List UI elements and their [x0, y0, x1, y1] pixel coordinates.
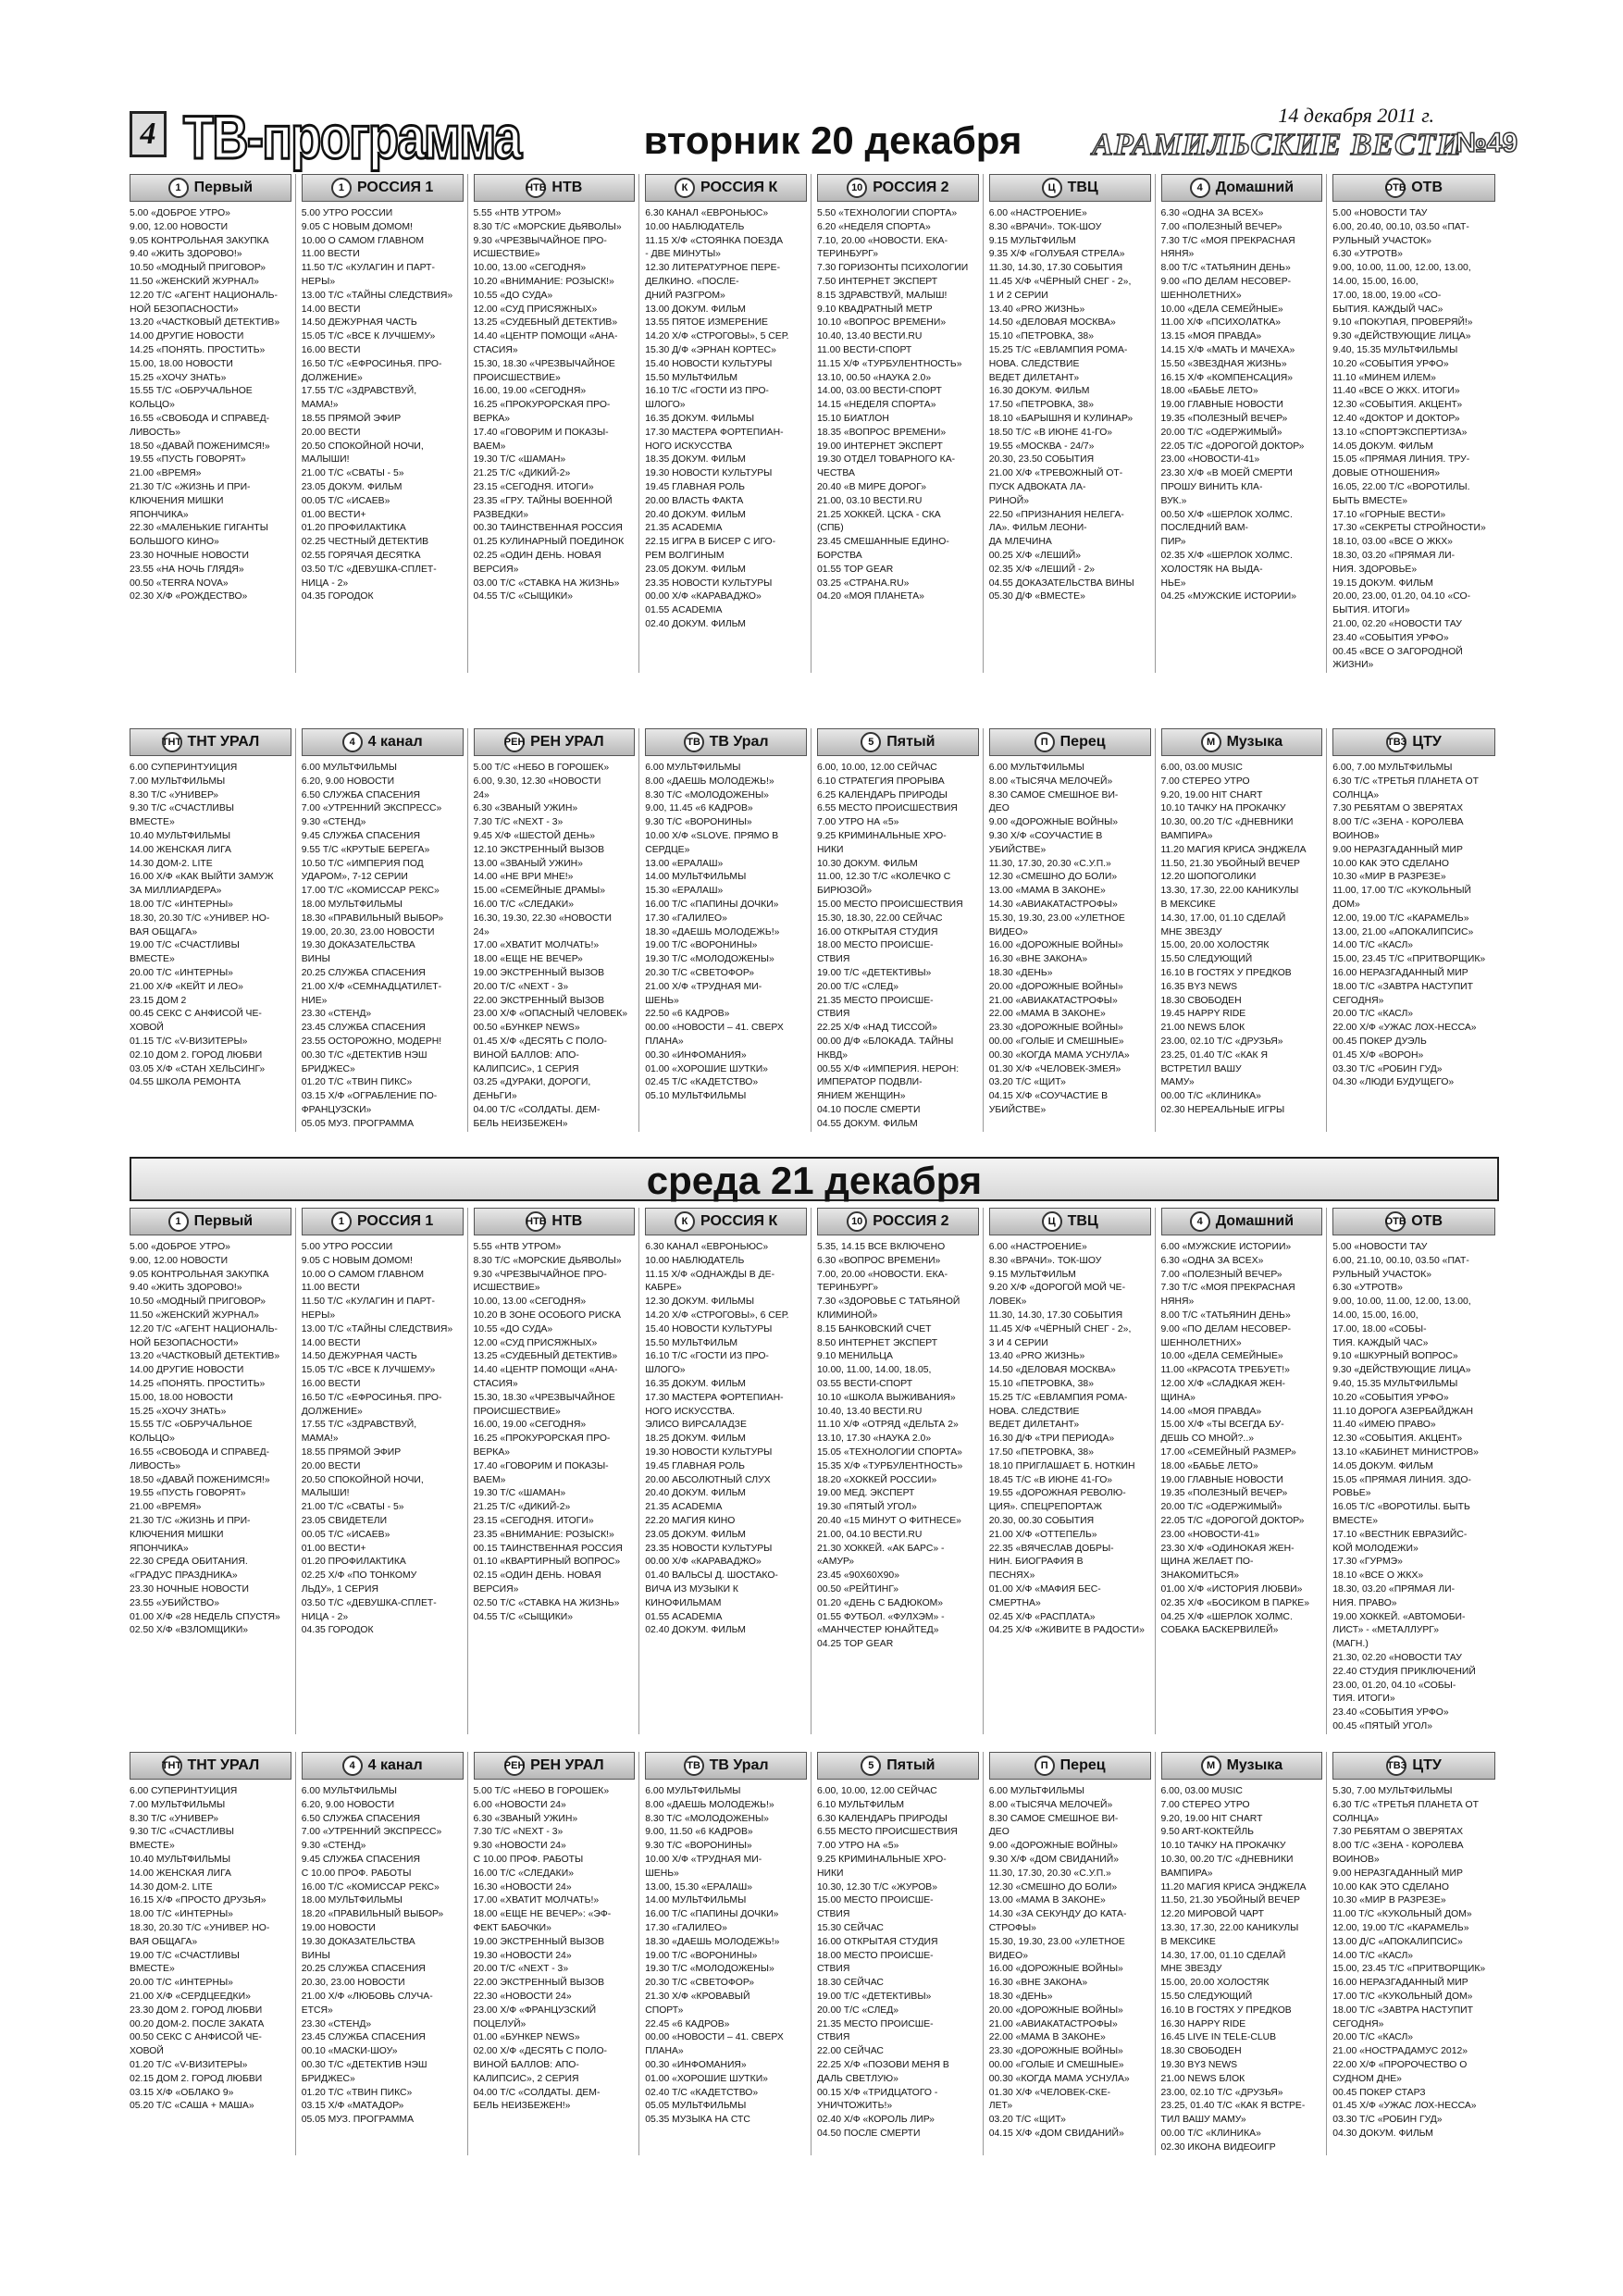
channel-header [474, 728, 636, 756]
channel-header [474, 174, 636, 202]
channel-name: Музыка [1226, 734, 1283, 750]
channel-name: ТВЦ [1067, 1213, 1098, 1229]
programme-list: 5.55 «НТВ УТРОМ» 8.30 Т/С «МОРСКИЕ ДЬЯВОЛЫ» 9.30 «ЧРЕЗВЫЧАЙНОЕ ПРО- ИСШЕСТВИЕ» 10.00, 13.00 «СЕГОДНЯ» 10.20 «ВНИМАНИЕ: РОЗЫСК!» 10.55 «ДО СУДА» 12.00 «СУД ПРИСЯЖНЫХ» 13.25 «СУДЕБНЫЙ ДЕТЕКТИВ» 14.40 «ЦЕНТР ПОМОЩИ «АНА- СТАСИЯ» 15.30, 18.30 «ЧРЕЗВЫЧАЙНОЕ ПРОИСШЕСТВИЕ» 16.00, 19.00 «СЕГОДНЯ» 16.25 «ПРОКУРОРСКАЯ ПРО- ВЕРКА» 17.40 «ГОВОРИМ И ПОКАЗЫ- ВАЕМ» 19.30 Т/С «ШАМАН» 21.25 Т/С «ДИКИЙ-2» 23.15 «СЕГОДНЯ. ИТОГИ» 23.35 «ГРУ. ТАЙНЫ ВОЕННОЙ РАЗВЕДКИ» 00.30 ТАИНСТВЕННАЯ РОССИЯ 01.25 КУЛИНАРНЫЙ ПОЕДИНОК 02.25 «ОДИН ДЕНЬ. НОВАЯ ВЕРСИЯ» 03.00 Т/С «СТАВКА НА ЖИЗНЬ» 04.55 Т/С «СЫЩИКИ» [473, 208, 625, 602]
programme-list: 6.00 «НАСТРОЕНИЕ» 8.30 «ВРАЧИ». ТОК-ШОУ 9.15 МУЛЬТФИЛЬМ 9.35 Х/Ф «ГОЛУБАЯ СТРЕЛА» 11.30, 14.30, 17.30 СОБЫТИЯ 11.45 Х/Ф «ЧЁРНЫЙ СНЕГ - 2», 1 И 2 СЕРИИ 13.40 «PRO ЖИЗНЬ» 14.50 «ДЕЛОВАЯ МОСКВА» 15.10 «ПЕТРОВКА, 38» 15.25 Т/С «ЕВЛАМПИЯ РОМА- НОВА. СЛЕДСТВИЕ ВЕДЕТ ДИЛЕТАНТ» 16.30 ДОКУМ. ФИЛЬМ 17.50 «ПЕТРОВКА, 38» 18.10 «БАРЫШНЯ И КУЛИНАР» 18.50 Т/С «В ИЮНЕ 41-ГО» 19.55 «МОСКВА - 24/7» 20.30, 23.50 СОБЫТИЯ 21.00 Х/Ф «ТРЕВОЖНЫЙ ОТ- ПУСК АДВОКАТА ЛА- РИНОЙ» 22.50 «ПРИЗНАНИЯ НЕЛЕГА- ЛА». ФИЛЬМ ЛЕОНИ- ДА МЛЕЧИНА 00.25 Х/Ф «ЛЕШИЙ» 02.35 Х/Ф «ЛЕШИЙ - 2» 04.55 ДОКАЗАТЕЛЬСТВА ВИНЫ 05.30 Д/Ф «ВМЕСТЕ» [988, 208, 1134, 602]
channel-header [1332, 1208, 1495, 1235]
channel-header [989, 1208, 1151, 1235]
channel-header [130, 1208, 291, 1235]
channel-column [645, 174, 812, 673]
channel-name: РОССИЯ 2 [873, 1213, 949, 1229]
channel-name: ТВ Урал [709, 1757, 769, 1773]
channel-column [130, 1752, 296, 2155]
channel-logo-icon: 5 [861, 1756, 881, 1776]
channel-logo-icon: ТВ3 [1386, 1756, 1406, 1776]
channel-column [645, 1208, 812, 1734]
channel-name: НТВ [551, 180, 583, 195]
channel-logo-icon: ТНТ [162, 1756, 182, 1776]
page-number: 4 [130, 111, 167, 157]
channel-column [1332, 728, 1499, 1132]
channel-header [130, 728, 291, 756]
channel-name: РОССИЯ 1 [356, 180, 434, 195]
channel-name: Перец [1059, 734, 1106, 750]
channel-logo-icon: 1 [168, 1211, 189, 1232]
programme-list: 6.00 МУЛЬТФИЛЬМЫ 8.00 «ДАЕШЬ МОЛОДЕЖЬ!» 8.30 Т/С «МОЛОДОЖЕНЫ» 9.00, 11.45 «6 КАДРОВ» 9.30 Т/С «ВОРОНИНЫ» 10.00 Х/Ф «SLOVE. ПРЯМО В СЕРДЦЕ» 13.00 «ЕРАЛАШ» 14.00 МУЛЬТФИЛЬМЫ 15.30 «ЕРАЛАШ» 16.00 Т/С «ПАПИНЫ ДОЧКИ» 17.30 «ГАЛИЛЕО» 18.30 «ДАЕШЬ МОЛОДЕЖЬ!» 19.00 Т/С «ВОРОНИНЫ» 19.30 Т/С «МОЛОДОЖЕНЫ» 20.30 Т/С «СВЕТОФОР» 21.00 Х/Ф «ТРУДНАЯ МИ- ШЕНЬ» 22.50 «6 КАДРОВ» 00.00 «НОВОСТИ – 41. СВЕРХ ПЛАНА» 00.30 «ИНФОМАНИЯ» 01.00 «ХОРОШИЕ ШУТКИ» 02.45 Т/С «КАДЕТСТВО» 05.10 МУЛЬТФИЛЬМЫ [645, 763, 784, 1102]
channel-name: Музыка [1226, 1757, 1283, 1773]
channel-column [1161, 174, 1328, 673]
channel-header [302, 728, 464, 756]
channel-logo-icon: 4 [1190, 178, 1210, 198]
channel-name: Первый [193, 180, 254, 195]
programme-list: 6.00 «НАСТРОЕНИЕ» 8.30 «ВРАЧИ». ТОК-ШОУ 9.15 МУЛЬТФИЛЬМ 9.20 Х/Ф «ДОРОГОЙ МОЙ ЧЕ- ЛОВЕК» 11.30, 14.30, 17.30 СОБЫТИЯ 11.45 Х/Ф «ЧЁРНЫЙ СНЕГ - 2», 3 И 4 СЕРИИ 13.40 «PRO ЖИЗНЬ» 14.50 «ДЕЛОВАЯ МОСКВА» 15.10 «ПЕТРОВКА, 38» 15.25 Т/С «ЕВЛАМПИЯ РОМА- НОВА. СЛЕДСТВИЕ ВЕДЕТ ДИЛЕТАНТ» 16.30 Д/Ф «ТРИ ПЕРИОДА» 17.50 «ПЕТРОВКА, 38» 18.10 ПРИГЛАШАЕТ Б. НОТКИН 18.45 Т/С «В ИЮНЕ 41-ГО» 19.55 «ДОРОЖНАЯ РЕВОЛЮ- ЦИЯ». СПЕЦРЕПОРТАЖ 20.30, 00.30 СОБЫТИЯ 21.00 Х/Ф «ОТТЕПЕЛЬ» 22.35 «ВЯЧЕСЛАВ ДОБРЫ- НИН. БИОГРАФИЯ В ПЕСНЯХ» 01.00 Х/Ф «МАФИЯ БЕС- СМЕРТНА» 02.45 Х/Ф «РАСПЛАТА» 04.25 Х/Ф «ЖИВИТЕ В РАДОСТИ» [988, 1242, 1145, 1636]
programme-list: 6.00 МУЛЬТФИЛЬМЫ 6.20, 9.00 НОВОСТИ 6.50 СЛУЖБА СПАСЕНИЯ 7.00 «УТРЕННИЙ ЭКСПРЕСС» 9.30 «СТЕНД» 9.45 СЛУЖБА СПАСЕНИЯ 9.55 Т/С «КРУТЫЕ БЕРЕГА» 10.50 Т/С «ИМПЕРИЯ ПОД УДАРОМ», 7-12 СЕРИИ 17.00 Т/С «КОМИССАР РЕКС» 18.00 МУЛЬТФИЛЬМЫ 18.30 «ПРАВИЛЬНЫЙ ВЫБОР» 19.00, 20.30, 23.00 НОВОСТИ 19.30 ДОКАЗАТЕЛЬСТВА ВИНЫ 20.25 СЛУЖБА СПАСЕНИЯ 21.00 Х/Ф «СЕМНАДЦАТИЛЕТ- НИЕ» 23.30 «СТЕНД» 23.45 СЛУЖБА СПАСЕНИЯ 23.55 ОСТОРОЖНО, МОДЕРН! 00.30 Т/С «ДЕТЕКТИВ НЭШ БРИДЖЕС» 01.20 Т/С «ТВИН ПИКС» 03.15 Х/Ф «ОГРАБЛЕНИЕ ПО- ФРАНЦУЗСКИ» 05.05 МУЗ. ПРОГРАММА [301, 763, 444, 1129]
programme-list: 6.00 «МУЖСКИЕ ИСТОРИИ» 6.30 «ОДНА ЗА ВСЕХ» 7.00 «ПОЛЕЗНЫЙ ВЕЧЕР» 7.30 Т/С «МОЯ ПРЕКРАСНАЯ НЯНЯ» 8.00 Т/С «ТАТЬЯНИН ДЕНЬ» 9.00 «ПО ДЕЛАМ НЕСОВЕР- ШЕННОЛЕТНИХ» 10.00 «ДЕЛА СЕМЕЙНЫЕ» 11.00 «КРАСОТА ТРЕБУЕТ!» 12.00 Х/Ф «СЛАДКАЯ ЖЕН- ЩИНА» 14.00 «МОЯ ПРАВДА» 15.00 Х/Ф «ТЫ ВСЕГДА БУ- ДЕШЬ СО МНОЙ?..» 17.00 «СЕМЕЙНЫЙ РАЗМЕР» 18.00 «БАБЬЕ ЛЕТО» 19.00 ГЛАВНЫЕ НОВОСТИ 19.35 «ПОЛЕЗНЫЙ ВЕЧЕР» 20.00 Т/С «ОДЕРЖИМЫЙ» 22.05 Т/С «ДОРОГОЙ ДОКТОР» 23.00 «НОВОСТИ-41» 23.30 Х/Ф «ОДИНОКАЯ ЖЕН- ЩИНА ЖЕЛАЕТ ПО- ЗНАКОМИТЬСЯ» 01.00 Х/Ф «ИСТОРИЯ ЛЮБВИ» 02.35 Х/Ф «БОСИКОМ В ПАРКЕ» 04.25 Х/Ф «ШЕРЛОК ХОЛМС. СОБАКА БАСКЕРВИЛЕЙ» [1160, 1242, 1309, 1636]
section-title: ТВ-программа [183, 103, 521, 171]
channel-column [817, 174, 984, 673]
channel-header [474, 1208, 636, 1235]
channel-logo-icon: 4 [1190, 1211, 1210, 1232]
channel-column [1161, 1752, 1328, 2155]
channel-name: Домашний [1215, 1213, 1295, 1229]
programme-list: 5.00 Т/С «НЕБО В ГОРОШЕК» 6.00 «НОВОСТИ 24» 6.30 «ЗВАНЫЙ УЖИН» 7.30 Т/С «NEXT - 3» 9.30 «НОВОСТИ 24» С 10.00 ПРОФ. РАБОТЫ 16.00 Т/С «СЛЕДАКИ» 16.30 «НОВОСТИ 24» 17.00 «ХВАТИТ МОЛЧАТЬ!» 18.00 «ЕЩЕ НЕ ВЕЧЕР»: «ЭФ- ФЕКТ БАБОЧКИ» 19.00 ЭКСТРЕННЫЙ ВЫЗОВ 19.30 «НОВОСТИ 24» 20.00 Т/С «NEXT - 3» 22.00 ЭКСТРЕННЫЙ ВЫЗОВ 22.30 «НОВОСТИ 24» 23.00 Х/Ф «ФРАНЦУЗСКИЙ ПОЦЕЛУЙ» 01.00 «БУНКЕР NEWS» 02.00 Х/Ф «ДЕСЯТЬ С ПОЛО- ВИНОЙ БАЛЛОВ: АПО- КАЛИПСИС», 2 СЕРИЯ 04.00 Т/С «СОЛДАТЫ. ДЕМ- БЕЛЬ НЕИЗБЕЖЕН!» [473, 1786, 612, 2112]
channel-name: 4 канал [367, 1757, 423, 1773]
channel-name: ТНТ УРАЛ [187, 1757, 260, 1773]
channel-column [989, 1208, 1156, 1734]
channel-logo-icon: 4 [342, 1756, 363, 1776]
channel-header [817, 1208, 979, 1235]
channel-header [989, 174, 1151, 202]
channel-column [130, 174, 296, 673]
programme-list: 5.30, 7.00 МУЛЬТФИЛЬМЫ 6.30 Т/С «ТРЕТЬЯ ПЛАНЕТА ОТ СОЛНЦА» 7.30 РЕБЯТАМ О ЗВЕРЯТАХ 8.00 Т/С «ЗЕНА - КОРОЛЕВА ВОИНОВ» 9.00 НЕРАЗГАДАННЫЙ МИР 10.00 КАК ЭТО СДЕЛАНО 10.30 «МИР В РАЗРЕЗЕ» 11.00 Т/С «КУКОЛЬНЫЙ ДОМ» 12.00, 19.00 Т/С «КАРАМЕЛЬ» 13.00 Д/С «АПОКАЛИПСИС» 14.00 Т/С «КАСЛ» 15.00, 23.45 Т/С «ПРИТВОРЩИК» 16.00 НЕРАЗГАДАННЫЙ МИР 17.00 Т/С «КУКОЛЬНЫЙ ДОМ» 18.00 Т/С «ЗАВТРА НАСТУПИТ СЕГОДНЯ» 20.00 Т/С «КАСЛ» 21.00 «НОСТРАДАМУС 2012» 22.00 Х/Ф «ПРОРОЧЕСТВО О СУДНОМ ДНЕ» 00.45 ПОКЕР СТАРЗ 01.45 Х/Ф «УЖАС ЛОХ-НЕССА» 03.30 Т/С «РОБИН ГУД» 04.30 ДОКУМ. ФИЛЬМ [1332, 1786, 1486, 2139]
channel-column [1332, 1208, 1499, 1734]
channel-header [1332, 728, 1495, 756]
channel-header [817, 1752, 979, 1780]
channel-logo-icon: ТВ3 [1386, 732, 1406, 752]
channel-name: ОТВ [1411, 1213, 1443, 1229]
channel-logo-icon: К [675, 178, 695, 198]
channel-header [474, 1752, 636, 1780]
channel-column [302, 1752, 468, 2155]
programme-list: 6.00, 7.00 МУЛЬТФИЛЬМЫ 6.30 Т/С «ТРЕТЬЯ ПЛАНЕТА ОТ СОЛНЦА» 7.30 РЕБЯТАМ О ЗВЕРЯТАХ 8.00 Т/С «ЗЕНА - КОРОЛЕВА ВОИНОВ» 9.00 НЕРАЗГАДАННЫЙ МИР 10.00 КАК ЭТО СДЕЛАНО 10.30 «МИР В РАЗРЕЗЕ» 11.00, 17.00 Т/С «КУКОЛЬНЫЙ ДОМ» 12.00, 19.00 Т/С «КАРАМЕЛЬ» 13.00, 21.00 «АПОКАЛИПСИС» 14.00 Т/С «КАСЛ» 15.00, 23.45 Т/С «ПРИТВОРЩИК» 16.00 НЕРАЗГАДАННЫЙ МИР 18.00 Т/С «ЗАВТРА НАСТУПИТ СЕГОДНЯ» 20.00 Т/С «КАСЛ» 22.00 Х/Ф «УЖАС ЛОХ-НЕССА» 00.45 ПОКЕР ДУЭЛЬ 01.45 Х/Ф «ВОРОН» 03.30 Т/С «РОБИН ГУД» 04.30 «ЛЮДИ БУДУЩЕГО» [1332, 763, 1486, 1088]
schedule-grid-wednesday-main [130, 1208, 1499, 1734]
programme-list: 6.30 КАНАЛ «ЕВРОНЬЮС» 10.00 НАБЛЮДАТЕЛЬ 11.15 Х/Ф «СТОЯНКА ПОЕЗДА - ДВЕ МИНУТЫ» 12.30 ЛИТЕРАТУРНОЕ ПЕРЕ- ДЕЛКИНО. «ПОСЛЕ- ДНИЙ РАЗГРОМ» 13.00 ДОКУМ. ФИЛЬМ 13.55 ПЯТОЕ ИЗМЕРЕНИЕ 14.20 Х/Ф «СТРОГОВЫ», 5 СЕР. 15.30 Д/Ф «ЭРНАН КОРТЕС» 15.40 НОВОСТИ КУЛЬТУРЫ 15.50 МУЛЬТФИЛЬМ 16.10 Т/С «ГОСТИ ИЗ ПРО- ШЛОГО» 16.35 ДОКУМ. ФИЛЬМЫ 17.30 МАСТЕРА ФОРТЕПИАН- НОГО ИСКУССТВА 18.35 ДОКУМ. ФИЛЬМ 19.30 НОВОСТИ КУЛЬТУРЫ 19.45 ГЛАВНАЯ РОЛЬ 20.00 ВЛАСТЬ ФАКТА 20.40 ДОКУМ. ФИЛЬМ 21.35 ACADEMIA 22.15 ИГРА В БИСЕР С ИГО- РЕМ ВОЛГИНЫМ 23.05 ДОКУМ. ФИЛЬМ 23.35 НОВОСТИ КУЛЬТУРЫ 00.00 Х/Ф «КАРАВАДЖО» 01.55 ACADEMIA 02.40 ДОКУМ. ФИЛЬМ [645, 208, 789, 629]
programme-list: 6.00, 10.00, 12.00 СЕЙЧАС 6.10 МУЛЬТФИЛЬМ 6.30 КАЛЕНДАРЬ ПРИРОДЫ 6.55 МЕСТО ПРОИСШЕСТВИЯ 7.00 УТРО НА «5» 9.25 КРИМИНАЛЬНЫЕ ХРО- НИКИ 10.30, 12.30 Т/С «ЖУРОВ» 15.00 МЕСТО ПРОИСШЕ- СТВИЯ 15.30 СЕЙЧАС 16.00 ОТКРЫТАЯ СТУДИЯ 18.00 МЕСТО ПРОИСШЕ- СТВИЯ 18.30 СЕЙЧАС 19.00 Т/С «ДЕТЕКТИВЫ» 20.00 Т/С «СЛЕД» 21.35 МЕСТО ПРОИСШЕ- СТВИЯ 22.00 СЕЙЧАС 22.25 Х/Ф «ПОЗОВИ МЕНЯ В ДАЛЬ СВЕТЛУЮ» 00.15 Х/Ф «ТРИДЦАТОГО - УНИЧТОЖИТЬ!» 02.40 Х/Ф «КОРОЛЬ ЛИР» 04.50 ПОСЛЕ СМЕРТИ [817, 1786, 958, 2139]
channel-name: Домашний [1215, 180, 1295, 195]
channel-name: РОССИЯ К [700, 1213, 778, 1229]
channel-name: Пятый [886, 1757, 935, 1773]
channel-logo-icon: ОТВ [1385, 178, 1406, 198]
issue-number: №49 [1456, 128, 1518, 158]
programme-list: 5.35, 14.15 ВСЕ ВКЛЮЧЕНО 6.30 «ВОПРОС ВРЕМЕНИ» 7.00, 20.00 «НОВОСТИ. ЕКА- ТЕРИНБУРГ» 7.30 «ЗДОРОВЬЕ С ТАТЬЯНОЙ КЛИМИНОЙ» 8.15 БАНКОВСКИЙ СЧЕТ 8.50 ИНТЕРНЕТ ЭКСПЕРТ 9.10 МЕНИЛЬЦА 10.00, 11.00, 14.00, 18.05, 03.55 ВЕСТИ-СПОРТ 10.10 «ШКОЛА ВЫЖИВАНИЯ» 10.40, 13.40 ВЕСТИ.RU 11.10 Х/Ф «ОТРЯД «ДЕЛЬТА 2» 13.10, 17.30 «НАУКА 2.0» 15.05 «ТЕХНОЛОГИИ СПОРТА» 15.35 Х/Ф «ТУРБУЛЕНТНОСТЬ» 18.20 «ХОККЕЙ РОССИИ» 19.00 МЕД. ЭКСПЕРТ 19.30 «ПЯТЫЙ УГОЛ» 20.40 «15 МИНУТ О ФИТНЕСЕ» 21.00, 04.10 ВЕСТИ.RU 21.30 ХОККЕЙ. «АК БАРС» - «АМУР» 23.45 «90Х60Х90» 00.50 «РЕЙТИНГ» 01.20 «ДЕНЬ С БАДЮКОМ» 01.55 ФУТБОЛ. «ФУЛХЭМ» - «МАНЧЕСТЕР ЮНАЙТЕД» 04.25 TOP GEAR [817, 1242, 963, 1650]
channel-header [645, 1208, 807, 1235]
channel-logo-icon: П [1035, 732, 1055, 752]
channel-logo-icon: ОТВ [1385, 1211, 1406, 1232]
channel-logo-icon: М [1201, 732, 1221, 752]
channel-name: Перец [1059, 1757, 1106, 1773]
channel-name: ЦТУ [1412, 734, 1442, 750]
channel-logo-icon: ТВ [684, 1756, 704, 1776]
channel-logo-icon: Ц [1042, 178, 1062, 198]
programme-list: 6.00, 03.00 MUSIC 7.00 СТЕРЕО УТРО 9.20, 19.00 HIT CHART 10.10 ТАЧКУ НА ПРОКАЧКУ 10.30, 00.20 Т/С «ДНЕВНИКИ ВАМПИРА» 11.20 МАГИЯ КРИСА ЭНДЖЕЛА 11.50, 21.30 УБОЙНЫЙ ВЕЧЕР 12.20 ШОПОГОЛИКИ 13.30, 17.30, 22.00 КАНИКУЛЫ В МЕКСИКЕ 14.30, 17.00, 01.10 СДЕЛАЙ МНЕ ЗВЕЗДУ 15.00, 20.00 ХОЛОСТЯК 15.50 СЛЕДУЮЩИЙ 16.10 В ГОСТЯХ У ПРЕДКОВ 16.35 BY3 NEWS 18.30 СВОБОДЕН 19.45 HAPPY RIDE 21.00 NEWS БЛОК 23.00, 02.10 Т/С «ДРУЗЬЯ» 23.25, 01.40 Т/С «КАК Я ВСТРЕТИЛ ВАШУ МАМУ» 00.00 Т/С «КЛИНИКА» 02.30 НЕРЕАЛЬНЫЕ ИГРЫ [1160, 763, 1307, 1115]
programme-list: 5.00 Т/С «НЕБО В ГОРОШЕК» 6.00, 9.30, 12.30 «НОВОСТИ 24» 6.30 «ЗВАНЫЙ УЖИН» 7.30 Т/С «NEXT - 3» 9.45 Х/Ф «ШЕСТОЙ ДЕНЬ» 12.10 ЭКСТРЕННЫЙ ВЫЗОВ 13.00 «ЗВАНЫЙ УЖИН» 14.00 «НЕ ВРИ МНЕ!» 15.00 «СЕМЕЙНЫЕ ДРАМЫ» 16.00 Т/С «СЛЕДАКИ» 16.30, 19.30, 22.30 «НОВОСТИ 24» 17.00 «ХВАТИТ МОЛЧАТЬ!» 18.00 «ЕЩЕ НЕ ВЕЧЕР» 19.00 ЭКСТРЕННЫЙ ВЫЗОВ 20.00 Т/С «NEXT - 3» 22.00 ЭКСТРЕННЫЙ ВЫЗОВ 23.00 Х/Ф «ОПАСНЫЙ ЧЕЛОВЕК» 00.50 «БУНКЕР NEWS» 01.45 Х/Ф «ДЕСЯТЬ С ПОЛО- ВИНОЙ БАЛЛОВ: АПО- КАЛИПСИС», 1 СЕРИЯ 03.25 «ДУРАКИ, ДОРОГИ, ДЕНЬГИ» 04.00 Т/С «СОЛДАТЫ. ДЕМ- БЕЛЬ НЕИЗБЕЖЕН» [473, 763, 628, 1129]
channel-column [474, 728, 640, 1132]
channel-logo-icon: РЕН [504, 732, 525, 752]
programme-list: 6.00 МУЛЬТФИЛЬМЫ 8.00 «ТЫСЯЧА МЕЛОЧЕЙ» 8.30 САМОЕ СМЕШНОЕ ВИ- ДЕО 9.00 «ДОРОЖНЫЕ ВОЙНЫ» 9.30 Х/Ф «СОУЧАСТИЕ В УБИЙСТВЕ» 11.30, 17.30, 20.30 «С.У.П.» 12.30 «СМЕШНО ДО БОЛИ» 13.00 «МАМА В ЗАКОНЕ» 14.30 «АВИАКАТАСТРОФЫ» 15.30, 19.30, 23.00 «УЛЕТНОЕ ВИДЕО» 16.00 «ДОРОЖНЫЕ ВОЙНЫ» 16.30 «ВНЕ ЗАКОНА» 18.30 «ДЕНЬ» 20.00 «ДОРОЖНЫЕ ВОЙНЫ» 21.00 «АВИАКАТАСТРОФЫ» 22.00 «МАМА В ЗАКОНЕ» 23.30 «ДОРОЖНЫЕ ВОЙНЫ» 00.00 «ГОЛЫЕ И СМЕШНЫЕ» 00.30 «КОГДА МАМА УСНУЛА» 01.30 Х/Ф «ЧЕЛОВЕК-ЗМЕЯ» 03.20 Т/С «ЩИТ» 04.15 Х/Ф «СОУЧАСТИЕ В УБИЙСТВЕ» [988, 763, 1130, 1115]
programme-list: 5.50 «ТЕХНОЛОГИИ СПОРТА» 6.20 «НЕДЕЛЯ СПОРТА» 7.10, 20.00 «НОВОСТИ. ЕКА- ТЕРИНБУРГ» 7.30 ГОРИЗОНТЫ ПСИХОЛОГИИ 7.50 ИНТЕРНЕТ ЭКСПЕРТ 8.15 ЗДРАВСТВУЙ, МАЛЫШ! 9.10 КВАДРАТНЫЙ МЕТР 10.10 «ВОПРОС ВРЕМЕНИ» 10.40, 13.40 ВЕСТИ.RU 11.00 ВЕСТИ-СПОРТ 11.15 Х/Ф «ТУРБУЛЕНТНОСТЬ» 13.10, 00.50 «НАУКА 2.0» 14.00, 03.00 ВЕСТИ-СПОРТ 14.15 «НЕДЕЛЯ СПОРТА» 15.10 БИАТЛОН 18.35 «ВОПРОС ВРЕМЕНИ» 19.00 ИНТЕРНЕТ ЭКСПЕРТ 19.30 ОТДЕЛ ТОВАРНОГО КА- ЧЕСТВА 20.40 «В МИРЕ ДОРОГ» 21.00, 03.10 ВЕСТИ.RU 21.25 ХОККЕЙ. ЦСКА - СКА (СПБ) 23.45 СМЕШАННЫЕ ЕДИНО- БОРСТВА 01.55 TOP GEAR 03.25 «СТРАНА.RU» 04.20 «МОЯ ПЛАНЕТА» [817, 208, 969, 602]
channel-name: РОССИЯ К [700, 180, 778, 195]
channel-name: РЕН УРАЛ [530, 734, 604, 750]
channel-column [817, 728, 984, 1132]
channel-header [1332, 174, 1495, 202]
channel-column [1332, 174, 1499, 673]
channel-column [1332, 1752, 1499, 2155]
channel-column [817, 1752, 984, 2155]
channel-logo-icon: 10 [847, 1211, 867, 1232]
channel-logo-icon: Ц [1042, 1211, 1062, 1232]
channel-header [645, 1752, 807, 1780]
channel-name: НТВ [551, 1213, 583, 1229]
channel-logo-icon: К [675, 1211, 695, 1232]
channel-column [302, 1208, 468, 1734]
channel-header [302, 174, 464, 202]
programme-list: 6.00, 10.00, 12.00 СЕЙЧАС 6.10 СТРАТЕГИЯ ПРОРЫВА 6.25 КАЛЕНДАРЬ ПРИРОДЫ 6.55 МЕСТО ПРОИСШЕСТВИЯ 7.00 УТРО НА «5» 9.25 КРИМИНАЛЬНЫЕ ХРО- НИКИ 10.30 ДОКУМ. ФИЛЬМ 11.00, 12.30 Т/С «КОЛЕЧКО С БИРЮЗОЙ» 15.00 МЕСТО ПРОИСШЕСТВИЯ 15.30, 18.30, 22.00 СЕЙЧАС 16.00 ОТКРЫТАЯ СТУДИЯ 18.00 МЕСТО ПРОИСШЕ- СТВИЯ 19.00 Т/С «ДЕТЕКТИВЫ» 20.00 Т/С «СЛЕД» 21.35 МЕСТО ПРОИСШЕ- СТВИЯ 22.25 Х/Ф «НАД ТИССОЙ» 00.00 Д/Ф «БЛОКАДА. ТАЙНЫ НКВД» 00.55 Х/Ф «ИМПЕРИЯ. НЕРОН: ИМПЕРАТОР ПОДВЛИ- ЯНИЕМ ЖЕНЩИН» 04.10 ПОСЛЕ СМЕРТИ 04.55 ДОКУМ. ФИЛЬМ [817, 763, 963, 1129]
channel-column [1161, 728, 1328, 1132]
channel-logo-icon: 4 [342, 732, 363, 752]
programme-list: 6.00 СУПЕРИНТУИЦИЯ 7.00 МУЛЬТФИЛЬМЫ 8.30 Т/С «УНИВЕР» 9.30 Т/С «СЧАСТЛИВЫ ВМЕСТЕ» 10.40 МУЛЬТФИЛЬМЫ 14.00 ЖЕНСКАЯ ЛИГА 14.30 ДОМ-2. LITE 16.00 Х/Ф «КАК ВЫЙТИ ЗАМУЖ ЗА МИЛЛИАРДЕРА» 18.00 Т/С «ИНТЕРНЫ» 18.30, 20.30 Т/С «УНИВЕР. НО- ВАЯ ОБЩАГА» 19.00 Т/С «СЧАСТЛИВЫ ВМЕСТЕ» 20.00 Т/С «ИНТЕРНЫ» 21.00 Х/Ф «КЕЙТ И ЛЕО» 23.15 ДОМ 2 00.45 СЕКС С АНФИСОЙ ЧЕ- ХОВОЙ 01.15 Т/С «V-ВИЗИТЕРЫ» 02.10 ДОМ 2. ГОРОД ЛЮБВИ 03.05 Х/Ф «СТАН ХЕЛЬСИНГ» 04.55 ШКОЛА РЕМОНТА [130, 763, 274, 1088]
channel-logo-icon: 1 [331, 178, 352, 198]
channel-column [817, 1208, 984, 1734]
channel-column [645, 728, 812, 1132]
channel-header [302, 1208, 464, 1235]
programme-list: 6.00 СУПЕРИНТУИЦИЯ 7.00 МУЛЬТФИЛЬМЫ 8.30 Т/С «УНИВЕР» 9.30 Т/С «СЧАСТЛИВЫ ВМЕСТЕ» 10.40 МУЛЬТФИЛЬМЫ 14.00 ЖЕНСКАЯ ЛИГА 14.30 ДОМ-2. LITE 16.15 Х/Ф «ПРОСТО ДРУЗЬЯ» 18.00 Т/С «ИНТЕРНЫ» 18.30, 20.30 Т/С «УНИВЕР. НО- ВАЯ ОБЩАГА» 19.00 Т/С «СЧАСТЛИВЫ ВМЕСТЕ» 20.00 Т/С «ИНТЕРНЫ» 21.00 Х/Ф «СЕРДЦЕЕДКИ» 23.30 ДОМ 2. ГОРОД ЛЮБВИ 00.20 ДОМ-2. ПОСЛЕ ЗАКАТА 00.50 СЕКС С АНФИСОЙ ЧЕ- ХОВОЙ 01.20 Т/С «V-ВИЗИТЕРЫ» 02.15 ДОМ 2. ГОРОД ЛЮБВИ 03.15 Х/Ф «ОБЛАКО 9» 05.20 Т/С «САША + МАША» [130, 1786, 270, 2112]
channel-column [989, 174, 1156, 673]
programme-list: 6.00, 03.00 MUSIC 7.00 СТЕРЕО УТРО 9.20, 19.00 HIT CHART 9.50 ART-КОКТЕЙЛЬ 10.10 ТАЧКУ НА ПРОКАЧКУ 10.30, 00.20 Т/С «ДНЕВНИКИ ВАМПИРА» 11.20 МАГИЯ КРИСА ЭНДЖЕЛА 11.50, 21.30 УБОЙНЫЙ ВЕЧЕР 12.20 МИРОВОЙ ЧАРТ 13.30, 17.30, 22.00 КАНИКУЛЫ В МЕКСИКЕ 14.30, 17.00, 01.10 СДЕЛАЙ МНЕ ЗВЕЗДУ 15.00, 20.00 ХОЛОСТЯК 15.50 СЛЕДУЮЩИЙ 16.10 В ГОСТЯХ У ПРЕДКОВ 16.30 HAPPY RIDE 16.45 LIVE IN TELE-CLUB 18.30 СВОБОДЕН 19.30 BY3 NEWS 21.00 NEWS БЛОК 23.00, 02.10 Т/С «ДРУЗЬЯ» 23.25, 01.40 Т/С «КАК Я ВСТРЕ- ТИЛ ВАШУ МАМУ» 00.00 Т/С «КЛИНИКА» 02.30 ИКОНА ВИДЕОИГР [1160, 1786, 1307, 2153]
programme-list: 6.30 «ОДНА ЗА ВСЕХ» 7.00 «ПОЛЕЗНЫЙ ВЕЧЕР» 7.30 Т/С «МОЯ ПРЕКРАСНАЯ НЯНЯ» 8.00 Т/С «ТАТЬЯНИН ДЕНЬ» 9.00 «ПО ДЕЛАМ НЕСОВЕР- ШЕННОЛЕТНИХ» 10.00 «ДЕЛА СЕМЕЙНЫЕ» 11.00 Х/Ф «ПСИХОЛАТКА» 13.15 «МОЯ ПРАВДА» 14.15 Х/Ф «МАТЬ И МАЧЕХА» 15.50 «ЗВЕЗДНАЯ ЖИЗНЬ» 16.15 Х/Ф «КОМПЕНСАЦИЯ» 18.00 «БАБЬЕ ЛЕТО» 19.00 ГЛАВНЫЕ НОВОСТИ 19.35 «ПОЛЕЗНЫЙ ВЕЧЕР» 20.00 Т/С «ОДЕРЖИМЫЙ» 22.05 Т/С «ДОРОГОЙ ДОКТОР» 23.00 «НОВОСТИ-41» 23.30 Х/Ф «В МОЕЙ СМЕРТИ ПРОШУ ВИНИТЬ КЛА- ВУК.» 00.50 Х/Ф «ШЕРЛОК ХОЛМС. ПОСЛЕДНИЙ ВАМ- ПИР» 02.35 Х/Ф «ШЕРЛОК ХОЛМС. ХОЛОСТЯК НА ВЫДА- НЬЕ» 04.25 «МУЖСКИЕ ИСТОРИИ» [1160, 208, 1305, 602]
channel-name: ОТВ [1411, 180, 1443, 195]
programme-list: 5.00 УТРО РОССИИ 9.05 С НОВЫМ ДОМОМ! 10.00 О САМОМ ГЛАВНОМ 11.00 ВЕСТИ 11.50 Т/С «КУЛАГИН И ПАРТ- НЕРЫ» 13.00 Т/С «ТАЙНЫ СЛЕДСТВИЯ» 14.00 ВЕСТИ 14.50 ДЕЖУРНАЯ ЧАСТЬ 15.05 Т/С «ВСЕ К ЛУЧШЕМУ» 16.00 ВЕСТИ 16.50 Т/С «ЕФРОСИНЬЯ. ПРО- ДОЛЖЕНИЕ» 17.55 Т/С «ЗДРАВСТВУЙ, МАМА!» 18.55 ПРЯМОЙ ЭФИР 20.00 ВЕСТИ 20.50 СПОКОЙНОЙ НОЧИ, МАЛЫШИ! 21.00 Т/С «СВАТЫ - 5» 23.05 ДОКУМ. ФИЛЬМ 00.05 Т/С «ИСАЕВ» 01.00 ВЕСТИ+ 01.20 ПРОФИЛАКТИКА 02.25 ЧЕСТНЫЙ ДЕТЕКТИВ 02.55 ГОРЯЧАЯ ДЕСЯТКА 03.50 Т/С «ДЕВУШКА-СПЛЕТ- НИЦА - 2» 04.35 ГОРОДОК [301, 208, 453, 602]
channel-logo-icon: НТВ [526, 178, 546, 198]
programme-list: 5.00 «НОВОСТИ ТАУ 6.00, 21.10, 00.10, 03.50 «ПАТ- РУЛЬНЫЙ УЧАСТОК» 6.30 «УТРОТВ» 9.00, 10.00, 11.00, 12.00, 13.00, 14.00, 15.00, 16.00, 17.00, 18.00 «СОБЫ- ТИЯ. КАЖДЫЙ ЧАС» 9.10 «ШКУРНЫЙ ВОПРОС» 9.30 «ДЕЙСТВУЮЩИЕ ЛИЦА» 9.40, 15.35 МУЛЬТФИЛЬМЫ 10.20 «СОБЫТИЯ УРФО» 11.10 ДОРОГА АЗЕРБАЙДЖАН 11.40 «ИМЕЮ ПРАВО» 12.30 «СОБЫТИЯ. АКЦЕНТ» 13.10 «КАБИНЕТ МИНИСТРОВ» 14.05 ДОКУМ. ФИЛЬМ 15.05 «ПРЯМАЯ ЛИНИЯ. ЗДО- РОВЬЕ» 16.05 Т/С «ВОРОТИЛЫ. БЫТЬ ВМЕСТЕ» 17.10 «ВЕСТНИК ЕВРАЗИЙС- КОЙ МОЛОДЕЖИ» 17.30 «ГУРМЭ» 18.10 «ВСЕ О ЖКХ» 18.30, 03.20 «ПРЯМАЯ ЛИ- НИЯ. ПРАВО» 19.00 ХОККЕЙ. «АВТОМОБИ- ЛИСТ» - «МЕТАЛЛУРГ» (МАГН.) 21.30, 02.20 «НОВОСТИ ТАУ 22.40 СТУДИЯ ПРИКЛЮЧЕНИЙ 23.00, 01.20, 04.10 «СОБЫ- ТИЯ. ИТОГИ» 23.40 «СОБЫТИЯ УРФО» 00.45 «ПЯТЫЙ УГОЛ» [1332, 1242, 1479, 1731]
programme-list: 5.00 УТРО РОССИИ 9.05 С НОВЫМ ДОМОМ! 10.00 О САМОМ ГЛАВНОМ 11.00 ВЕСТИ 11.50 Т/С «КУЛАГИН И ПАРТ- НЕРЫ» 13.00 Т/С «ТАЙНЫ СЛЕДСТВИЯ» 14.00 ВЕСТИ 14.50 ДЕЖУРНАЯ ЧАСТЬ 15.05 Т/С «ВСЕ К ЛУЧШЕМУ» 16.00 ВЕСТИ 16.50 Т/С «ЕФРОСИНЬЯ. ПРО- ДОЛЖЕНИЕ» 17.55 Т/С «ЗДРАВСТВУЙ, МАМА!» 18.55 ПРЯМОЙ ЭФИР 20.00 ВЕСТИ 20.50 СПОКОЙНОЙ НОЧИ, МАЛЫШИ! 21.00 Т/С «СВАТЫ - 5» 23.05 СВИДЕТЕЛИ 00.05 Т/С «ИСАЕВ» 01.00 ВЕСТИ+ 01.20 ПРОФИЛАКТИКА 02.25 Х/Ф «ПО ТОНКОМУ ЛЬДУ», 1 СЕРИЯ 03.50 Т/С «ДЕВУШКА-СПЛЕТ- НИЦА - 2» 04.35 ГОРОДОК [301, 1242, 453, 1636]
programme-list: 5.00 «НОВОСТИ ТАУ 6.00, 20.40, 00.10, 03.50 «ПАТ- РУЛЬНЫЙ УЧАСТОК» 6.30 «УТРОТВ» 9.00, 10.00, 11.00, 12.00, 13.00, 14.00, 15.00, 16.00, 17.00, 18.00, 19.00 «СО- БЫТИЯ. КАЖДЫЙ ЧАС» 9.10 «ПОКУПАЯ, ПРОВЕРЯЙ!» 9.30 «ДЕЙСТВУЮЩИЕ ЛИЦА» 9.40, 15.35 МУЛЬТФИЛЬМЫ 10.20 «СОБЫТИЯ УРФО» 11.10 «МИНЕМ ИЛЕМ» 11.40 «ВСЕ О ЖКХ. ИТОГИ» 12.30 «СОБЫТИЯ. АКЦЕНТ» 12.40 «ДОКТОР И ДОКТОР» 13.10 «СПОРТЭКСПЕРТИЗА» 14.05 ДОКУМ. ФИЛЬМ 15.05 «ПРЯМАЯ ЛИНИЯ. ТРУ- ДОВЫЕ ОТНОШЕНИЯ» 16.05, 22.00 Т/С «ВОРОТИЛЫ. БЫТЬ ВМЕСТЕ» 17.10 «ГОРНЫЕ ВЕСТИ» 17.30 «СЕКРЕТЫ СТРОЙНОСТИ» 18.10, 03.00 «ВСЕ О ЖКХ» 18.30, 03.20 «ПРЯМАЯ ЛИ- НИЯ. ЗДОРОВЬЕ» 19.15 ДОКУМ. ФИЛЬМ 20.00, 23.00, 01.20, 04.10 «СО- БЫТИЯ. ИТОГИ» 21.00, 02.20 «НОВОСТИ ТАУ 23.40 «СОБЫТИЯ УРФО» 00.45 «ВСЕ О ЗАГОРОДНОЙ ЖИЗНИ» [1332, 208, 1486, 671]
channel-logo-icon: М [1201, 1756, 1221, 1776]
programme-list: 6.00 МУЛЬТФИЛЬМЫ 8.00 «ТЫСЯЧА МЕЛОЧЕЙ» 8.30 САМОЕ СМЕШНОЕ ВИ- ДЕО 9.00 «ДОРОЖНЫЕ ВОЙНЫ» 9.30 Х/Ф «ДОМ СВИДАНИЙ» 11.30, 17.30, 20.30 «С.У.П.» 12.30 «СМЕШНО ДО БОЛИ» 13.00 «МАМА В ЗАКОНЕ» 14.30 «ЗА СЕКУНДУ ДО КАТА- СТРОФЫ» 15.30, 19.30, 23.00 «УЛЕТНОЕ ВИДЕО» 16.00 «ДОРОЖНЫЕ ВОЙНЫ» 16.30 «ВНЕ ЗАКОНА» 18.30 «ДЕНЬ» 20.00 «ДОРОЖНЫЕ ВОЙНЫ» 21.00 «АВИАКАТАСТРОФЫ» 22.00 «МАМА В ЗАКОНЕ» 23.30 «ДОРОЖНЫЕ ВОЙНЫ» 00.00 «ГОЛЫЕ И СМЕШНЫЕ» 00.30 «КОГДА МАМА УСНУЛА» 01.30 Х/Ф «ЧЕЛОВЕК-СКЕ- ЛЕТ» 03.20 Т/С «ЩИТ» 04.15 Х/Ф «ДОМ СВИДАНИЙ» [988, 1786, 1130, 2139]
channel-column [474, 1752, 640, 2155]
channel-logo-icon: ТВ [684, 732, 704, 752]
channel-name: РОССИЯ 2 [873, 180, 949, 195]
channel-header [1332, 1752, 1495, 1780]
channel-logo-icon: 1 [168, 178, 189, 198]
channel-name: ТВ Урал [709, 734, 769, 750]
day-heading-wednesday: среда 21 декабря [646, 1159, 983, 1202]
channel-logo-icon: П [1035, 1756, 1055, 1776]
programme-list: 5.00 «ДОБРОЕ УТРО» 9.00, 12.00 НОВОСТИ 9.05 КОНТРОЛЬНАЯ ЗАКУПКА 9.40 «ЖИТЬ ЗДОРОВО!» 10.50 «МОДНЫЙ ПРИГОВОР» 11.50 «ЖЕНСКИЙ ЖУРНАЛ» 12.20 Т/С «АГЕНТ НАЦИОНАЛЬ- НОЙ БЕЗОПАСНОСТИ» 13.20 «ЧАСТКОВЫЙ ДЕТЕКТИВ» 14.00 ДРУГИЕ НОВОСТИ 14.25 «ПОНЯТЬ. ПРОСТИТЬ» 15.00, 18.00 НОВОСТИ 15.25 «ХОЧУ ЗНАТЬ» 15.55 Т/С «ОБРУЧАЛЬНОЕ КОЛЬЦО» 16.55 «СВОБОДА И СПРАВЕД- ЛИВОСТЬ» 18.50 «ДАВАЙ ПОЖЕНИМСЯ!» 19.55 «ПУСТЬ ГОВОРЯТ» 21.00 «ВРЕМЯ» 21.30 Т/С «ЖИЗНЬ И ПРИ- КЛЮЧЕНИЯ МИШКИ ЯПОНЧИКА» 22.30 СРЕДА ОБИТАНИЯ. «ГРАДУС ПРАЗДНИКА» 23.30 НОЧНЫЕ НОВОСТИ 23.55 «УБИЙСТВО» 01.00 Х/Ф «28 НЕДЕЛЬ СПУСТЯ» 02.50 Х/Ф «ВЗЛОМЩИКИ» [130, 1242, 280, 1636]
channel-column [474, 174, 640, 673]
channel-name: ТНТ УРАЛ [187, 734, 260, 750]
channel-column [302, 728, 468, 1132]
channel-header [817, 174, 979, 202]
schedule-grid-tuesday-main [130, 174, 1499, 673]
day-heading-tuesday: вторник 20 декабря [643, 118, 1022, 162]
channel-header [645, 174, 807, 202]
channel-logo-icon: НТВ [526, 1211, 546, 1232]
channel-column [130, 1208, 296, 1734]
channel-name: РЕН УРАЛ [530, 1757, 604, 1773]
channel-logo-icon: 10 [847, 178, 867, 198]
newspaper-name: АРАМИЛЬСКИЕ ВЕСТИ [1092, 128, 1462, 162]
channel-header [989, 728, 1151, 756]
channel-header [817, 728, 979, 756]
channel-name: Первый [193, 1213, 254, 1229]
programme-list: 6.00 МУЛЬТФИЛЬМЫ 6.20, 9.00 НОВОСТИ 6.50 СЛУЖБА СПАСЕНИЯ 7.00 «УТРЕННИЙ ЭКСПРЕСС» 9.30 «СТЕНД» 9.45 СЛУЖБА СПАСЕНИЯ С 10.00 ПРОФ. РАБОТЫ 16.00 Т/С «КОМИССАР РЕКС» 18.00 МУЛЬТФИЛЬМЫ 18.20 «ПРАВИЛЬНЫЙ ВЫБОР» 19.00 НОВОСТИ 19.30 ДОКАЗАТЕЛЬСТВА ВИНЫ 20.25 СЛУЖБА СПАСЕНИЯ 20.30, 23.00 НОВОСТИ 21.00 Х/Ф «ЛЮБОВЬ СЛУЧА- ЕТСЯ» 23.30 «СТЕНД» 23.45 СЛУЖБА СПАСЕНИЯ 00.10 «МАСКИ-ШОУ» 00.30 Т/С «ДЕТЕКТИВ НЭШ БРИДЖЕС» 01.20 Т/С «ТВИН ПИКС» 03.15 Х/Ф «МАТАДОР» 05.05 МУЗ. ПРОГРАММА [301, 1786, 444, 2126]
channel-header [1161, 1208, 1323, 1235]
channel-column [1161, 1208, 1328, 1734]
channel-logo-icon: 5 [861, 732, 881, 752]
channel-header [1161, 1752, 1323, 1780]
programme-list: 6.30 КАНАЛ «ЕВРОНЬЮС» 10.00 НАБЛЮДАТЕЛЬ 11.15 Х/Ф «ОДНАЖДЫ В ДЕ- КАБРЕ» 12.30 ДОКУМ. ФИЛЬМЫ 14.20 Х/Ф «СТРОГОВЫ», 6 СЕР. 15.40 НОВОСТИ КУЛЬТУРЫ 15.50 МУЛЬТФИЛЬМ 16.10 Т/С «ГОСТИ ИЗ ПРО- ШЛОГО» 16.35 ДОКУМ. ФИЛЬМ 17.30 МАСТЕРА ФОРТЕПИАН- НОГО ИСКУССТВА. ЭЛИСО ВИРСАЛАДЗЕ 18.25 ДОКУМ. ФИЛЬМ 19.30 НОВОСТИ КУЛЬТУРЫ 19.45 ГЛАВНАЯ РОЛЬ 20.00 АБСОЛЮТНЫЙ СЛУХ 20.40 ДОКУМ. ФИЛЬМ 21.35 ACADEMIA 22.20 МАГИЯ КИНО 23.05 ДОКУМ. ФИЛЬМ 23.35 НОВОСТИ КУЛЬТУРЫ 00.00 Х/Ф «КАРАВАДЖО» 01.40 ВАЛЬСЫ Д. ШОСТАКО- ВИЧА ИЗ МУЗЫКИ К КИНОФИЛЬМАМ 01.55 ACADEMIA 02.40 ДОКУМ. ФИЛЬМ [645, 1242, 789, 1636]
channel-column [474, 1208, 640, 1734]
channel-name: ТВЦ [1067, 180, 1098, 195]
channel-column [989, 728, 1156, 1132]
channel-column [645, 1752, 812, 2155]
programme-list: 6.00 МУЛЬТФИЛЬМЫ 8.00 «ДАЕШЬ МОЛОДЕЖЬ!» 8.30 Т/С «МОЛОДОЖЕНЫ» 9.00, 11.50 «6 КАДРОВ» 9.30 Т/С «ВОРОНИНЫ» 10.00 Х/Ф «ТРУДНАЯ МИ- ШЕНЬ» 13.00, 15.30 «ЕРАЛАШ» 14.00 МУЛЬТФИЛЬМЫ 16.00 Т/С «ПАПИНЫ ДОЧКИ» 17.30 «ГАЛИЛЕО» 18.30 «ДАЕШЬ МОЛОДЕЖЬ!» 19.00 Т/С «ВОРОНИНЫ» 19.30 Т/С «МОЛОДОЖЕНЫ» 20.30 Т/С «СВЕТОФОР» 21.30 Х/Ф «КРОВАВЫЙ СПОРТ» 22.45 «6 КАДРОВ» 00.00 «НОВОСТИ – 41. СВЕРХ ПЛАНА» 00.30 «ИНФОМАНИЯ» 01.00 «ХОРОШИЕ ШУТКИ» 02.40 Т/С «КАДЕТСТВО» 05.05 МУЛЬТФИЛЬМЫ 05.35 МУЗЫКА НА СТС [645, 1786, 784, 2126]
channel-name: ЦТУ [1412, 1757, 1442, 1773]
schedule-grid-wednesday-regional [130, 1752, 1499, 2155]
programme-list: 5.55 «НТВ УТРОМ» 8.30 Т/С «МОРСКИЕ ДЬЯВОЛЫ» 9.30 «ЧРЕЗВЫЧАЙНОЕ ПРО- ИСШЕСТВИЕ» 10.00, 13.00 «СЕГОДНЯ» 10.20 В ЗОНЕ ОСОБОГО РИСКА 10.55 «ДО СУДА» 12.00 «СУД ПРИСЯЖНЫХ» 13.25 «СУДЕБНЫЙ ДЕТЕКТИВ» 14.40 «ЦЕНТР ПОМОЩИ «АНА- СТАСИЯ» 15.30, 18.30 «ЧРЕЗВЫЧАЙНОЕ ПРОИСШЕСТВИЕ» 16.00, 19.00 «СЕГОДНЯ» 16.25 «ПРОКУРОРСКАЯ ПРО- ВЕРКА» 17.40 «ГОВОРИМ И ПОКАЗЫ- ВАЕМ» 19.30 Т/С «ШАМАН» 21.25 Т/С «ДИКИЙ-2» 23.15 «СЕГОДНЯ. ИТОГИ» 23.35 «ВНИМАНИЕ: РОЗЫСК!» 00.15 ТАИНСТВЕННАЯ РОССИЯ 01.10 «КВАРТИРНЫЙ ВОПРОС» 02.15 «ОДИН ДЕНЬ. НОВАЯ ВЕРСИЯ» 02.50 Т/С «СТАВКА НА ЖИЗНЬ» 04.55 Т/С «СЫЩИКИ» [473, 1242, 623, 1622]
channel-name: Пятый [886, 734, 935, 750]
channel-logo-icon: ТНТ [162, 732, 182, 752]
channel-name: РОССИЯ 1 [356, 1213, 434, 1229]
channel-header [130, 1752, 291, 1780]
programme-list: 5.00 «ДОБРОЕ УТРО» 9.00, 12.00 НОВОСТИ 9.05 КОНТРОЛЬНАЯ ЗАКУПКА 9.40 «ЖИТЬ ЗДОРОВО!» 10.50 «МОДНЫЙ ПРИГОВОР» 11.50 «ЖЕНСКИЙ ЖУРНАЛ» 12.20 Т/С «АГЕНТ НАЦИОНАЛЬ- НОЙ БЕЗОПАСНОСТИ» 13.20 «ЧАСТКОВЫЙ ДЕТЕКТИВ» 14.00 ДРУГИЕ НОВОСТИ 14.25 «ПОНЯТЬ. ПРОСТИТЬ» 15.00, 18.00 НОВОСТИ 15.25 «ХОЧУ ЗНАТЬ» 15.55 Т/С «ОБРУЧАЛЬНОЕ КОЛЬЦО» 16.55 «СВОБОДА И СПРАВЕД- ЛИВОСТЬ» 18.50 «ДАВАЙ ПОЖЕНИМСЯ!» 19.55 «ПУСТЬ ГОВОРЯТ» 21.00 «ВРЕМЯ» 21.30 Т/С «ЖИЗНЬ И ПРИ- КЛЮЧЕНИЯ МИШКИ ЯПОНЧИКА» 22.30 «МАЛЕНЬКИЕ ГИГАНТЫ БОЛЬШОГО КИНО» 23.30 НОЧНЫЕ НОВОСТИ 23.55 «НА НОЧЬ ГЛЯДЯ» 00.50 «TERRA NOVA» 02.30 Х/Ф «РОЖДЕСТВО» [130, 208, 280, 602]
channel-header [1161, 174, 1323, 202]
channel-header [302, 1752, 464, 1780]
channel-header [1161, 728, 1323, 756]
channel-header [130, 174, 291, 202]
channel-logo-icon: 1 [331, 1211, 352, 1232]
channel-header [645, 728, 807, 756]
channel-column [989, 1752, 1156, 2155]
channel-column [130, 728, 296, 1132]
channel-column [302, 174, 468, 673]
schedule-grid-tuesday-regional [130, 728, 1499, 1132]
channel-header [989, 1752, 1151, 1780]
channel-logo-icon: РЕН [504, 1756, 525, 1776]
channel-name: 4 канал [367, 734, 423, 750]
issue-date: 14 декабря 2011 г. [1278, 104, 1434, 127]
